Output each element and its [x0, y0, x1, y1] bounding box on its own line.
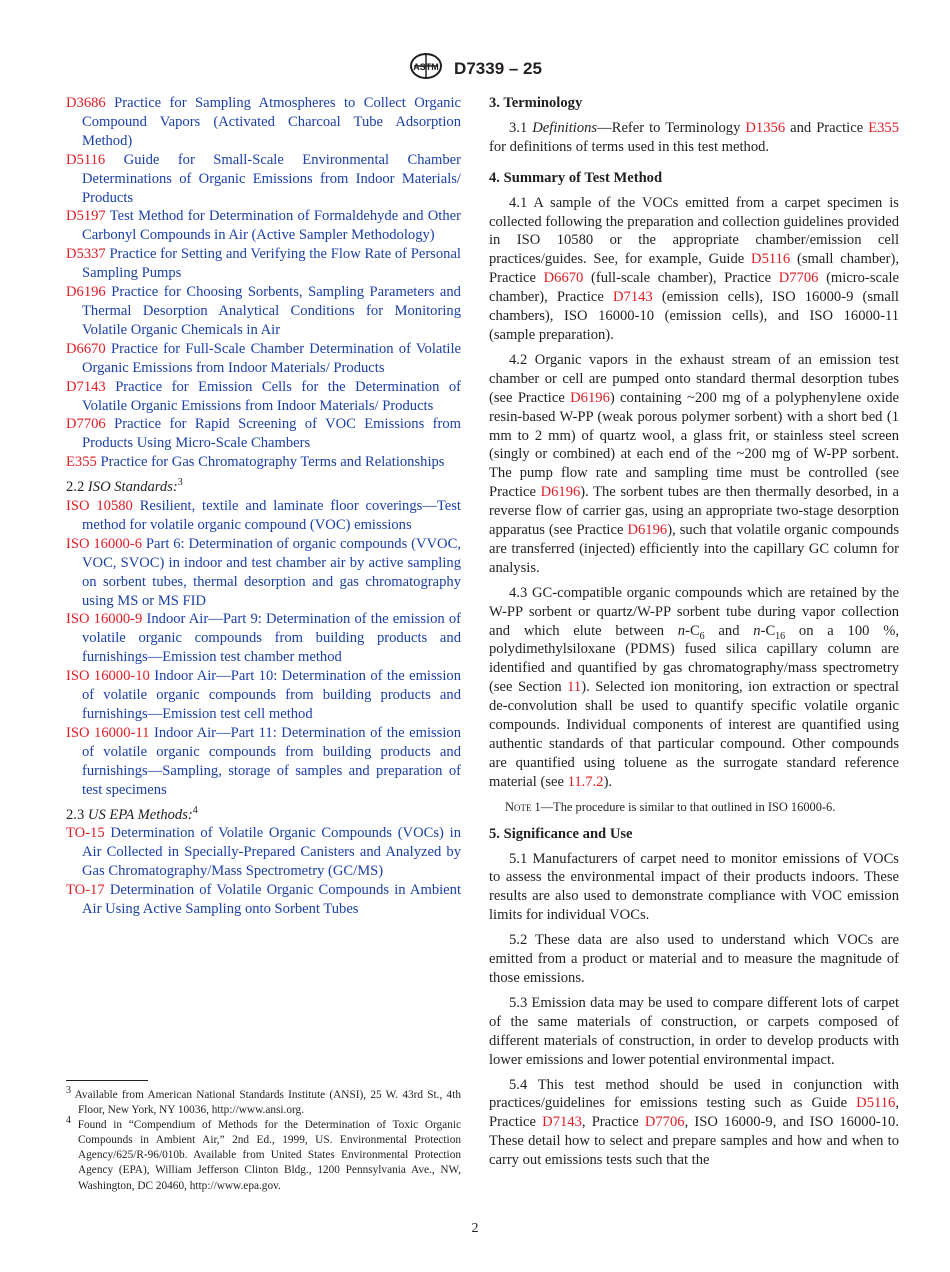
reference-title-link[interactable]: Practice for Emission Cells for the Determination of Volatile Organic Emissions from Indoor Materials/ Products	[82, 378, 461, 414]
reference-code-link[interactable]: D7143	[66, 378, 106, 395]
reference-title-link[interactable]: Test Method for Determination of Formaldehyde and Other Carbonyl Compounds in Air (Active Sampler Methodology)	[82, 208, 461, 244]
reference-entry	[66, 535, 461, 611]
reference-entry	[66, 415, 461, 453]
referenced-epa-methods	[66, 824, 461, 919]
ref-link[interactable]: D6196	[627, 522, 668, 539]
section-4-title: 4. Summary of Test Method	[489, 169, 663, 186]
reference-entry	[66, 151, 461, 208]
epa-methods-heading: 2.3 US EPA Methods:$^4$	[66, 804, 198, 823]
reference-code-link[interactable]: TO-17	[66, 882, 105, 899]
reference-entry	[66, 667, 461, 724]
section-4-1: 4.1 A sample of the VOCs emitted from a carpet specimen is collected following the preparation and collection guidelines provided in ISO 10580 or the appropriate chamber/emission cell practices/guides. See, for example, Guide D5116 (small chamber), Practice D6670 (full-scale chamber), Practice D7706 (micro-scale chamber), Practice D7143 (emission cells), ISO 16000-9 (small chambers), ISO 16000-10 (emission cells), and ISO 16000-11 (sample preparation).	[489, 194, 899, 343]
footnotes	[66, 1085, 461, 1194]
reference-entry	[66, 824, 461, 881]
section-4-3: 4.3 GC-compatible organic compounds which are retained by the W-PP sorbent or quartz/W-PP sorbent tube during vapor collection and which elute between $n-C_6$ and $n-C_{16}$ on a 100 %, polydimethylsiloxane (PDMS) fused silica capillary column are identified and quantified by gas chromatography/mass spectrometry (see Section 11). Selected ion monitoring, ion extraction or spectral de-convolution shall be used to quantify specific volatile organic compounds. Individual components of interest are quantified using authentic standards of that particular compound. Other compounds are quantified using toluene as the surrogate standard reference material (see 11.7.2).	[489, 584, 899, 790]
reference-code-link[interactable]: ISO 16000-6	[66, 535, 143, 552]
reference-title-link[interactable]: Practice for Sampling Atmospheres to Collect Organic Compound Vapors (Activated Charcoal Tube Adsorption Method)	[82, 95, 461, 149]
reference-code-link[interactable]: E355	[66, 454, 97, 471]
reference-entry	[66, 340, 461, 378]
reference-entry	[66, 453, 461, 472]
reference-code-link[interactable]: ISO 16000-11	[66, 724, 150, 741]
section-3-1: 3.1 Definitions—Refer to Terminology D1356 and Practice E355 for definitions of terms used in this test method.	[489, 119, 899, 155]
reference-title-link[interactable]: Resilient, textile and laminate floor coverings—Test method for volatile organic compound (VOC) emissions	[82, 498, 461, 533]
reference-code-link[interactable]: D7706	[66, 416, 106, 433]
reference-code-link[interactable]: D3686	[66, 95, 106, 111]
ref-link[interactable]: D5116	[751, 251, 791, 268]
reference-title-link[interactable]: Practice for Full-Scale Chamber Determination of Volatile Organic Emissions from Indoor Materials/ Products	[82, 340, 461, 376]
section-5-title: 5. Significance and Use	[489, 825, 633, 842]
ref-link[interactable]: E355	[868, 119, 899, 136]
svg-text:ASTM: ASTM	[413, 62, 439, 72]
ref-link[interactable]: D6196	[540, 484, 581, 501]
reference-title-link[interactable]: Indoor Air—Part 11: Determination of the emission of volatile organic compounds from building products and furnishings—Sampling, storage of samples and preparation of test specimens	[82, 724, 462, 798]
reference-entry	[66, 724, 461, 800]
reference-entry	[66, 881, 461, 919]
reference-code-link[interactable]: ISO 16000-10	[66, 668, 150, 685]
document-designation: D7339 – 25	[454, 58, 542, 78]
footnote-4: $^4$ Found in “Compendium of Methods for the Determination of Toxic Organic Compounds in Ambient Air,” 2nd Ed., 1999, US. Environmental Protection Agency/625/R-96/010b. Available from United States Environmental Protection Agency (EPA), William Jefferson Clinton Bldg., 1200 Pennsylvania Ave., NW, Washington, DC 20460, http://www.epa.gov.	[66, 1115, 461, 1192]
section-5-3: 5.3 Emission data may be used to compare different lots of carpet of the same materials of construction, or carpets composed of different materials of construction, in order to develop products with lower emissions and lower potential environmental impact.	[489, 994, 899, 1068]
right-column	[489, 94, 899, 1176]
reference-code-link[interactable]: D6196	[66, 284, 106, 301]
iso-standards-heading: 2.2 ISO Standards:$^3$	[66, 477, 183, 496]
reference-entry	[66, 283, 461, 340]
note-1: Note 1—The procedure is similar to that outlined in ISO 16000-6.	[505, 799, 836, 814]
astm-logo-icon	[408, 52, 444, 85]
ref-link[interactable]: 11	[567, 679, 582, 696]
section-4-2: 4.2 Organic vapors in the exhaust stream of an emission test chamber or cell are pumped onto standard thermal desorption tubes (see Practice D6196) containing ~200 mg of a polyphenylene oxide resin-based W-PP (weak porous polymer sorbent) with a short bed (1 mm to 2 mm) of quartz wool, a glass frit, or stainless steel screen (singly or combined) at each end of the ~200 mg of W-PP sorbent. The pump flow rate and sampling time must be controlled (see Practice D6196). The sorbent tubes are then thermally desorbed, in a reverse flow of carrier gas, using an appropriate two-stage desorption apparatus (see Practice D6196), such that volatile organic compounds are transferred (injected) efficiently into the capillary GC column for analysis.	[489, 351, 899, 576]
reference-title-link[interactable]: Guide for Small-Scale Environmental Chamber Determinations of Organic Emissions from Indoor Materials/ Products	[82, 151, 461, 206]
reference-entry	[66, 94, 461, 151]
ref-link[interactable]: D5116	[856, 1095, 896, 1112]
ref-link[interactable]: D1356	[745, 119, 786, 136]
reference-entry	[66, 207, 461, 245]
reference-title-link[interactable]: Practice for Gas Chromatography Terms and Relationships	[100, 454, 445, 471]
footnote-3: $^3$ Available from American National Standards Institute (ANSI), 25 W. 43rd St., 4th Floor, New York, NY 10036, http://www.ansi.org.	[66, 1085, 461, 1117]
ref-link[interactable]: D7143	[542, 1114, 582, 1131]
reference-code-link[interactable]: D5337	[66, 246, 106, 263]
reference-code-link[interactable]: ISO 10580	[66, 498, 133, 515]
reference-entry	[66, 378, 461, 416]
reference-title-link[interactable]: Indoor Air—Part 9: Determination of the emission of volatile organic compounds from building products and furnishings—Emission test chamber method	[82, 611, 461, 666]
section-3-title: 3. Terminology	[489, 95, 583, 111]
reference-title-link[interactable]: Practice for Choosing Sorbents, Sampling Parameters and Thermal Desorption Analytical Conditions for Monitoring Volatile Organic Chemicals in Air	[82, 284, 461, 338]
referenced-astm-standards	[66, 94, 461, 472]
reference-title-link[interactable]: Determination of Volatile Organic Compounds (VOCs) in Air Collected in Specially-Prepared Canisters and Analyzed by Gas Chromatography/Mass Spectrometry (GC/MS)	[82, 825, 461, 880]
ref-link[interactable]: D6196	[570, 389, 610, 406]
ref-link[interactable]: D7706	[644, 1114, 685, 1131]
reference-code-link[interactable]: D5197	[66, 208, 106, 225]
reference-title-link[interactable]: Determination of Volatile Organic Compounds in Ambient Air Using Active Sampling onto Sorbent Tubes	[82, 882, 461, 918]
ref-link[interactable]: D7143	[613, 289, 653, 306]
reference-title-link[interactable]: Practice for Rapid Screening of VOC Emissions from Products Using Micro-Scale Chambers	[82, 416, 461, 452]
reference-title-link[interactable]: Part 6: Determination of organic compounds (VVOC, VOC, SVOC) in indoor and test chamber air by active sampling on sorbent tubes, thermal desorption and gas chromatography using MS or MS FID	[82, 535, 461, 609]
page-number: 2	[471, 1221, 479, 1236]
left-column	[66, 94, 461, 919]
page-header	[0, 52, 950, 85]
ref-link[interactable]: 11.7.2	[567, 773, 604, 790]
reference-code-link[interactable]: D6670	[66, 340, 106, 357]
section-5-4: 5.4 This test method should be used in conjunction with practices/guidelines for emissions testing such as Guide D5116, Practice D7143, Practice D7706, ISO 16000-9, and ISO 16000-10. These detail how to select and prepare samples and how and when to carry out emissions tests such that the	[489, 1076, 899, 1169]
referenced-iso-standards	[66, 497, 461, 800]
reference-code-link[interactable]: D5116	[66, 151, 106, 168]
reference-code-link[interactable]: ISO 16000-9	[66, 611, 143, 628]
section-5-1: 5.1 Manufacturers of carpet need to monitor emissions of VOCs to assess the environmental impact of their products indoors. These results are also used to demonstrate compliance with VOC emission limits for individual VOCs.	[489, 850, 899, 924]
reference-title-link[interactable]: Indoor Air—Part 10: Determination of the emission of volatile organic compounds from building products and furnishings—Emission test cell method	[82, 668, 461, 722]
reference-entry	[66, 610, 461, 667]
reference-code-link[interactable]: TO-15	[66, 825, 105, 842]
reference-entry	[66, 245, 461, 283]
section-5-2: 5.2 These data are also used to understand which VOCs are emitted from a product or material and to measure the magnitude of those emissions.	[489, 932, 899, 986]
footnote-divider	[66, 1080, 148, 1081]
ref-link[interactable]: D6670	[543, 270, 584, 287]
reference-entry	[66, 497, 461, 535]
ref-link[interactable]: D7706	[778, 270, 819, 287]
reference-title-link[interactable]: Practice for Setting and Verifying the Flow Rate of Personal Sampling Pumps	[82, 246, 461, 282]
